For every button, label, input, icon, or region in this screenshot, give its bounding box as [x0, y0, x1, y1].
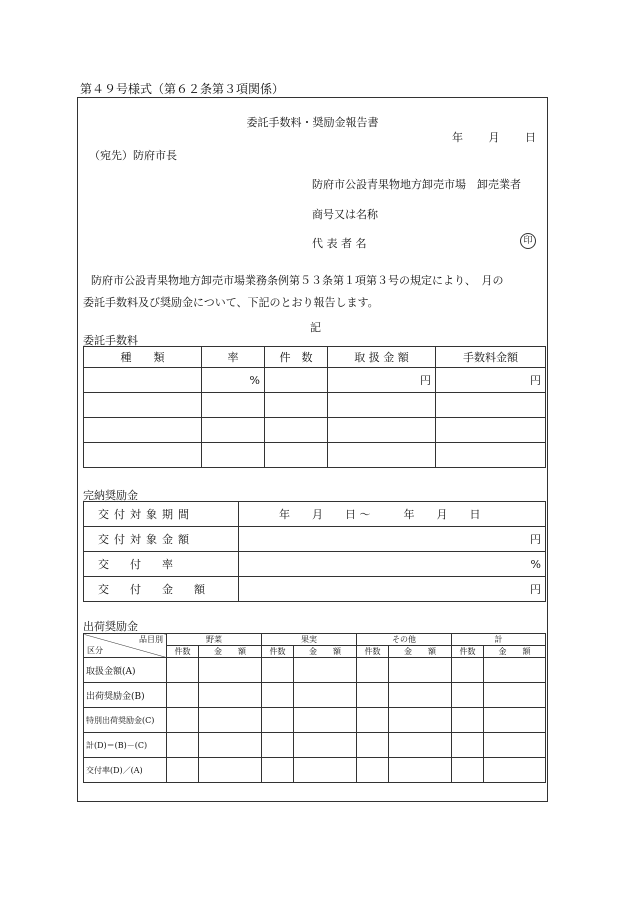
full-payment-label-rate: 交 付 率 — [84, 552, 239, 577]
shipping-sub-amount: 金 額 — [389, 646, 452, 658]
shipping-cell[interactable] — [357, 733, 389, 758]
commission-header-type: 種 類 — [84, 347, 202, 368]
shipping-group-total: 計 — [452, 634, 546, 646]
shipping-group-other: その他 — [357, 634, 452, 646]
commission-table — [83, 346, 546, 468]
shipping-cell[interactable] — [389, 658, 452, 683]
commission-header-amount: 取 扱 金 額 — [328, 347, 436, 368]
shipping-cell[interactable] — [294, 758, 357, 783]
shipping-corner-bottom: 区分 — [87, 646, 103, 655]
commission-cell[interactable] — [202, 393, 265, 418]
shipping-title: 出荷奨励金 — [83, 620, 138, 633]
shipping-cell[interactable] — [199, 733, 262, 758]
shipping-cell[interactable] — [452, 758, 484, 783]
shipping-cell[interactable] — [484, 758, 546, 783]
shipping-cell[interactable] — [357, 658, 389, 683]
shipping-group-fruits: 果実 — [262, 634, 357, 646]
date-day: 日 — [525, 131, 536, 144]
commission-cell[interactable] — [328, 443, 436, 468]
shipping-cell[interactable] — [262, 733, 294, 758]
date-line — [452, 129, 536, 145]
commission-cell[interactable] — [328, 393, 436, 418]
shipping-cell[interactable] — [452, 658, 484, 683]
shipping-row-label-b: 出荷奨励金(B) — [84, 683, 167, 708]
full-payment-period-value[interactable]: 年 月 日 ～ 年 月 日 — [239, 502, 546, 527]
full-payment-label-period: 交付対象期間 — [84, 502, 239, 527]
shipping-cell[interactable] — [357, 708, 389, 733]
shipping-sub-count: 件数 — [452, 646, 484, 658]
commission-header-fee: 手数料金額 — [436, 347, 546, 368]
shipping-sub-amount: 金 額 — [199, 646, 262, 658]
full-payment-label-grant: 交 付 金 額 — [84, 577, 239, 602]
commission-cell[interactable] — [84, 368, 202, 393]
shipping-cell[interactable] — [262, 683, 294, 708]
full-payment-title: 完納奨励金 — [83, 489, 138, 502]
shipping-corner-top: 品目別 — [139, 635, 163, 644]
shipping-cell[interactable] — [167, 758, 199, 783]
shipping-sub-amount: 金 額 — [484, 646, 546, 658]
shipping-table — [83, 633, 546, 783]
commission-cell[interactable] — [436, 443, 546, 468]
commission-cell[interactable] — [202, 418, 265, 443]
body-text-line1: 防府市公設青果物地方卸売市場業務条例第５３条第１項第３号の規定により、 月の — [91, 274, 504, 287]
shipping-sub-count: 件数 — [357, 646, 389, 658]
shipping-row-label-c: 特別出荷奨励金(C) — [84, 708, 167, 733]
shipping-cell[interactable] — [199, 683, 262, 708]
shipping-cell[interactable] — [452, 733, 484, 758]
commission-fee-cell[interactable]: 円 — [436, 368, 546, 393]
full-payment-rate-value[interactable]: % — [239, 552, 546, 577]
commission-cell[interactable] — [265, 443, 328, 468]
shipping-cell[interactable] — [167, 708, 199, 733]
full-payment-amount-value[interactable]: 円 — [239, 527, 546, 552]
sender-name-label: 商号又は名称 — [312, 208, 378, 221]
commission-cell[interactable] — [202, 443, 265, 468]
shipping-cell[interactable] — [199, 708, 262, 733]
seal-icon: 印 — [520, 233, 536, 249]
shipping-cell[interactable] — [389, 733, 452, 758]
shipping-cell[interactable] — [199, 658, 262, 683]
shipping-cell[interactable] — [294, 733, 357, 758]
shipping-cell[interactable] — [484, 683, 546, 708]
commission-header-count: 件 数 — [265, 347, 328, 368]
commission-cell[interactable] — [436, 418, 546, 443]
sender-rep-label: 代 表 者 名 — [312, 237, 367, 250]
full-payment-grant-value[interactable]: 円 — [239, 577, 546, 602]
shipping-cell[interactable] — [389, 758, 452, 783]
shipping-row-label-e: 交付率(D)／(A) — [84, 758, 167, 783]
shipping-cell[interactable] — [262, 708, 294, 733]
shipping-cell[interactable] — [452, 708, 484, 733]
commission-title: 委託手数料 — [83, 334, 138, 347]
shipping-cell[interactable] — [484, 708, 546, 733]
shipping-cell[interactable] — [389, 683, 452, 708]
full-payment-table — [83, 501, 546, 602]
commission-cell[interactable] — [328, 418, 436, 443]
shipping-cell[interactable] — [389, 708, 452, 733]
commission-cell[interactable] — [265, 418, 328, 443]
shipping-cell[interactable] — [294, 708, 357, 733]
commission-rate-cell[interactable]: % — [202, 368, 265, 393]
addressee: （宛先）防府市長 — [89, 149, 177, 162]
shipping-cell[interactable] — [357, 758, 389, 783]
commission-cell[interactable] — [265, 368, 328, 393]
shipping-sub-count: 件数 — [167, 646, 199, 658]
shipping-cell[interactable] — [199, 758, 262, 783]
commission-header-rate: 率 — [202, 347, 265, 368]
shipping-cell[interactable] — [294, 658, 357, 683]
commission-cell[interactable] — [265, 393, 328, 418]
shipping-sub-amount: 金 額 — [294, 646, 357, 658]
shipping-row-label-d: 計(D)＝(B)－(C) — [84, 733, 167, 758]
commission-cell[interactable] — [84, 393, 202, 418]
shipping-cell[interactable] — [262, 758, 294, 783]
shipping-cell[interactable] — [167, 658, 199, 683]
shipping-group-vegetables: 野菜 — [167, 634, 262, 646]
full-payment-label-amount: 交付対象金額 — [84, 527, 239, 552]
shipping-row-label-a: 取扱金額(A) — [84, 658, 167, 683]
commission-cell[interactable] — [436, 393, 546, 418]
shipping-sub-count: 件数 — [262, 646, 294, 658]
shipping-cell[interactable] — [294, 683, 357, 708]
sender-org: 防府市公設青果物地方卸売市場 卸売業者 — [312, 178, 521, 191]
shipping-cell[interactable] — [452, 683, 484, 708]
shipping-cell[interactable] — [262, 658, 294, 683]
date-month: 月 — [488, 131, 500, 144]
form-title: 委託手数料・奨励金報告書 — [246, 116, 379, 129]
form-number: 第４９号様式（第６２条第３項関係） — [80, 82, 285, 96]
body-text-line2: 委託手数料及び奨励金について、下記のとおり報告します。 — [83, 296, 379, 309]
shipping-cell[interactable] — [484, 658, 546, 683]
commission-cell[interactable] — [84, 418, 202, 443]
shipping-cell[interactable] — [357, 683, 389, 708]
commission-amount-cell[interactable]: 円 — [328, 368, 436, 393]
shipping-cell[interactable] — [167, 683, 199, 708]
shipping-cell[interactable] — [484, 733, 546, 758]
shipping-cell[interactable] — [167, 733, 199, 758]
ki-label: 記 — [310, 321, 321, 334]
date-year: 年 — [452, 131, 463, 144]
shipping-corner-cell — [84, 634, 167, 658]
commission-cell[interactable] — [84, 443, 202, 468]
